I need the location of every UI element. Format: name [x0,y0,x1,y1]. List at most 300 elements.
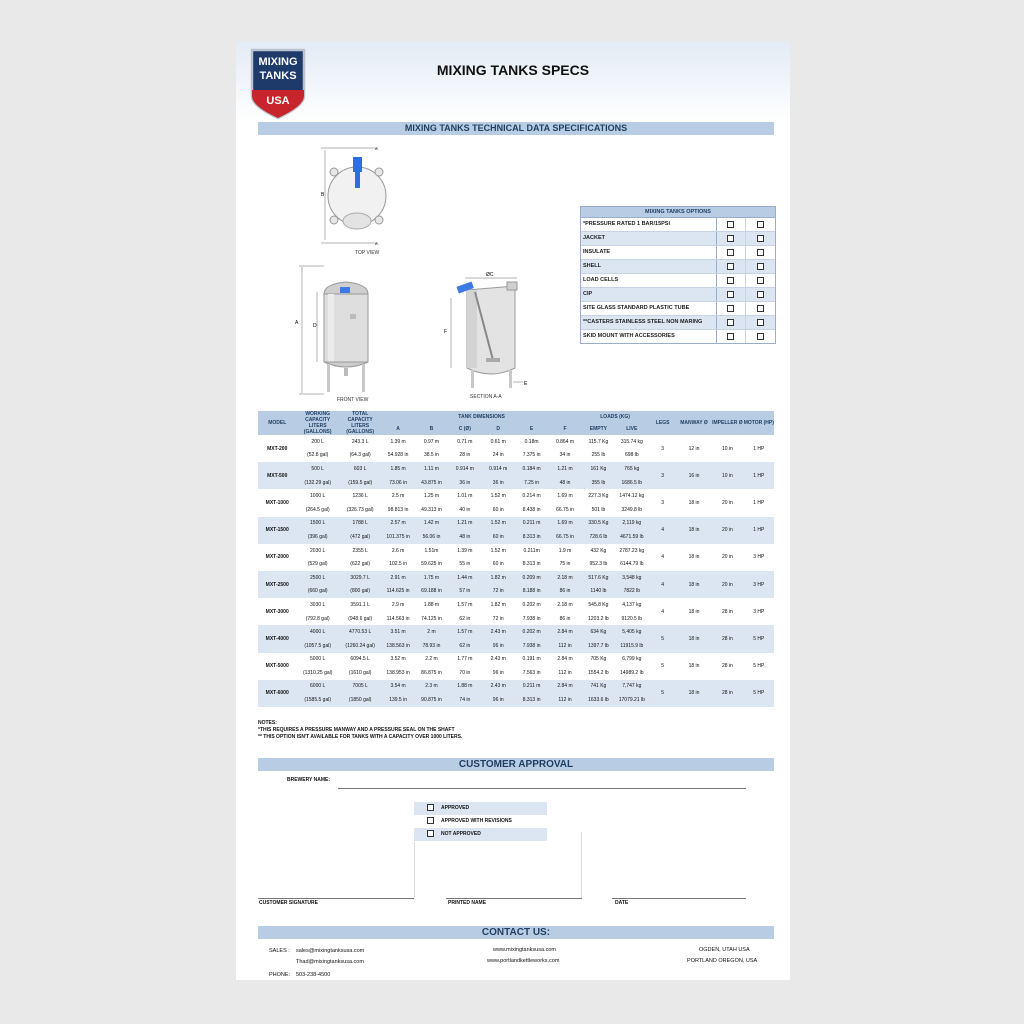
col-d: D [482,423,515,435]
f-cell: 1.21 m [548,462,581,476]
c-cell: 55 in [459,561,471,568]
b-cell: 56.06 in [415,530,448,544]
manway-cell: 18 in [688,499,700,506]
option-checkbox[interactable] [757,249,764,256]
b-cell: 1.42 m [415,517,448,531]
impeller-cell: 28 in [711,680,743,707]
sales-email-link[interactable]: sales@mixingtanksusa.com [296,948,365,954]
model-cell: MXT-500 [258,462,296,489]
total-cell: (64.3 gal) [349,452,371,459]
not-approved-checkbox[interactable] [427,830,434,837]
d-cell: 1.52 m [490,493,506,500]
spec-row-mxt-1000 [258,489,774,516]
f-cell: 66.75 in [556,506,574,513]
manway-cell: 18 in [688,554,700,561]
f-cell: 1.69 m [548,517,581,531]
b-cell: 1.75 m [415,571,448,585]
page-title: MIXING TANKS SPECS [436,62,590,78]
option-checkbox[interactable] [757,263,764,270]
option-checkbox[interactable] [757,305,764,312]
divider [581,832,582,898]
option-checkbox[interactable] [727,263,734,270]
f-cell: 2.84 m [557,656,573,663]
total-cell: (1850 gal) [339,693,381,707]
motor-cell: 3 HP [744,571,774,598]
motor-cell: 5 HP [744,625,774,652]
d-cell: 36 in [482,476,515,490]
date-field[interactable] [612,898,746,899]
total-cell: (472 gal) [339,530,381,544]
svg-text:TANKS: TANKS [259,70,297,82]
f-cell: 66.75 in [548,530,581,544]
b-cell: 0.97 m [423,438,440,445]
manway-cell: 18 in [677,517,711,544]
live-cell: 17079.21 lb [615,693,648,707]
d-cell: 96 in [482,693,515,707]
spec-row-mxt-5000 [258,653,774,680]
empty-cell: 741 Kg [582,680,615,694]
c-cell: 74 in [448,693,481,707]
table-row [258,653,774,667]
a-cell: 2.9 m [391,601,405,608]
legs-cell: 4 [661,608,665,615]
f-cell: 2.18 m [548,571,581,585]
c-cell: 1.57 m [457,601,473,608]
impeller-cell: 20 in [721,554,733,561]
working-cell: (529 gal) [307,561,328,568]
e-cell: 7.938 in [522,615,541,622]
b-cell: 90.875 in [415,693,448,707]
c-cell: 1.88 m [448,680,481,694]
option-row [581,246,775,260]
f-cell: 34 in [559,452,571,459]
total-cell: 6094.5 L [350,656,370,663]
col-a: A [381,423,414,435]
svg-text:A: A [375,241,378,246]
legs-cell: 4 [649,571,677,598]
d-cell: 2.43 m [490,656,506,663]
total-cell: (1260.24 gal) [339,639,381,653]
d-cell: 60 in [482,530,515,544]
b-cell: 1.11 m [415,462,448,476]
spec-row-mxt-6000 [258,680,774,707]
a-cell: 54.928 in [387,452,409,459]
e-cell: 0.209 m [515,571,548,585]
option-label: SHELL [581,260,717,273]
empty-cell: 634 Kg [582,625,615,639]
legs-cell: 5 [649,625,677,652]
option-label: INSULATE [581,246,717,259]
option-checkbox[interactable] [757,291,764,298]
model-cell: MXT-4000 [258,625,296,652]
e-cell: 7.375 in [522,452,541,459]
option-label: *PRESSURE RATED 1 BAR/15PSI [581,218,717,231]
phone-label: PHONE: [269,972,291,978]
b-cell: 49.313 in [421,506,442,513]
b-cell: 86.875 in [421,669,442,676]
live-cell: 2,119 kg [615,517,648,531]
option-label: LOAD CELLS [581,274,717,287]
total-cell: (326.73 gal) [346,506,374,513]
svg-text:B: B [321,192,325,198]
total-cell: (948.6 gal) [348,615,373,622]
note-line: ** THIS OPTION ISN'T AVAILABLE FOR TANKS WITH A CAPACITY OVER 1000 LITERS. [258,734,463,740]
divider [414,842,415,898]
empty-cell: 728.6 lb [582,530,615,544]
spec-row-mxt-500 [258,462,774,489]
c-cell: 1.01 m [457,493,473,500]
option-checkbox[interactable] [727,277,734,284]
working-cell: 6000 L [296,680,338,694]
col-model: MODEL [258,411,296,435]
b-cell: 1.51m [424,547,439,554]
contact-us-heading: CONTACT US: [258,926,774,939]
spec-row-mxt-1500 [258,517,774,544]
e-cell: 0.202 m [522,601,541,608]
col-loads: LOADS (KG) [582,411,649,423]
a-cell: 114.625 in [381,585,414,599]
manway-cell: 18 in [677,571,711,598]
header-gradient [236,42,790,122]
impeller-cell: 20 in [711,517,743,544]
live-cell: 7,747 kg [615,680,648,694]
option-checkbox[interactable] [727,291,734,298]
option-row [581,218,775,232]
col-e: E [515,423,548,435]
notes [258,719,462,741]
b-cell: 2.2 m [425,656,438,663]
f-cell: 2.18 m [557,601,573,608]
option-row [581,330,775,343]
option-checkbox[interactable] [727,319,734,326]
col-impeller: IMPELLER Ø [711,411,743,435]
e-cell: 0.214 m [522,493,541,500]
c-cell: 1.77 m [457,656,473,663]
brewery-name-field[interactable] [338,788,746,789]
printed-name-field[interactable] [446,898,582,899]
motor-cell: 1 HP [753,499,765,506]
approved-with-revisions-option[interactable] [414,815,547,828]
option-checkbox[interactable] [757,319,764,326]
top-view-caption: TOP VIEW [355,250,380,256]
approved-with-revisions-checkbox[interactable] [427,817,434,824]
front-view-drawing [294,264,384,398]
b-cell: 2.3 m [415,680,448,694]
a-cell: 1.85 m [381,462,414,476]
e-cell: 7.563 in [522,669,541,676]
f-cell: 112 in [548,693,581,707]
b-cell: 69.188 in [415,585,448,599]
option-label: **CASTERS STAINLESS STEEL NON MARING [581,316,717,329]
spec-sheet-page [236,42,790,980]
mixing-tanks-usa-logo [248,46,308,120]
manway-cell: 18 in [677,625,711,652]
website-link-portlandkettleworks[interactable]: www.portlandkettleworks.com [487,958,560,964]
option-checkbox[interactable] [727,305,734,312]
e-cell: 8.313 in [515,693,548,707]
col-working-capacity: WORKING CAPACITY LITERS (GALLONS) [296,411,338,435]
empty-cell: 330.5 Kg [582,517,615,531]
e-cell: 8.188 in [515,585,548,599]
table-row [258,571,774,585]
option-checkbox[interactable] [757,277,764,284]
empty-cell: 501 lb [591,506,606,513]
total-cell: (1610 gal) [348,669,372,676]
e-cell: 0.202 m [515,625,548,639]
model-cell: MXT-6000 [258,680,296,707]
option-label: CIP [581,288,717,301]
option-row [581,274,775,288]
impeller-cell: 10 in [721,445,733,452]
total-cell: 4770.53 L [339,625,381,639]
f-cell: 2.84 m [548,625,581,639]
e-cell: 7.25 in [515,476,548,490]
total-cell: 3029.7 L [339,571,381,585]
spec-row-mxt-2000 [258,544,774,571]
location-portland: PORTLAND OREGON, USA [687,958,758,964]
model-cell: MXT-5000 [265,663,289,670]
table-row [258,517,774,531]
table-row [258,625,774,639]
option-checkbox[interactable] [727,235,734,242]
spec-row-mxt-200 [258,435,774,462]
b-cell: 43.875 in [415,476,448,490]
legs-cell: 4 [661,554,665,561]
f-cell: 48 in [548,476,581,490]
empty-cell: 1203.2 lb [588,615,609,622]
total-cell: 1788 L [339,517,381,531]
legs-cell: 5 [649,680,677,707]
working-cell: 2030 L [310,547,326,554]
motor-cell: 3 HP [753,608,765,615]
working-cell: (132.29 gal) [296,476,338,490]
c-cell: 62 in [448,639,481,653]
impeller-cell: 20 in [721,499,733,506]
svg-text:F: F [444,329,448,335]
option-label: SITE GLASS STANDARD PLASTIC TUBE [581,302,717,315]
date-label: DATE [615,900,629,906]
f-cell: 0.864 m [555,438,575,445]
working-cell: 1500 L [296,517,338,531]
working-cell: (1057.5 gal) [296,639,338,653]
technical-specs-heading: MIXING TANKS TECHNICAL DATA SPECIFICATIONS [258,122,774,135]
manway-cell: 16 in [677,462,711,489]
option-checkbox[interactable] [757,333,764,340]
d-cell: 1.82 m [482,571,515,585]
manway-cell: 18 in [677,680,711,707]
customer-signature-field[interactable] [258,898,414,899]
d-cell: 1.82 m [490,601,506,608]
d-cell: 60 in [492,506,504,513]
section-view-drawing [431,268,531,394]
a-cell: 3.52 m [390,656,406,663]
empty-cell: 1397.7 lb [582,639,615,653]
customer-approval-heading: CUSTOMER APPROVAL [258,758,774,771]
option-checkbox[interactable] [757,235,764,242]
a-cell: 2.91 m [381,571,414,585]
section-view-caption: SECTION A-A [470,394,502,400]
live-cell: 4671.59 lb [615,530,648,544]
e-cell: 0.184 m [515,462,548,476]
note-line: *THIS REQUIRES A PRESSURE MANWAY AND A PRESSURE SEAL ON THE SHAFT [258,727,455,733]
spec-row-mxt-4000 [258,625,774,652]
impeller-cell: 28 in [721,608,733,615]
front-view-caption: FRONT VIEW [337,397,369,403]
option-row [581,232,775,246]
c-cell: 36 in [448,476,481,490]
col-legs: LEGS [649,411,677,435]
location-ogden: OGDEN, UTAH USA [699,947,750,953]
total-cell: 2355 L [352,547,368,554]
empty-cell: 545.8 Kg [588,601,609,608]
working-cell: 3030 L [310,601,326,608]
f-cell: 2.84 m [548,680,581,694]
website-link-mixingtanksusa[interactable]: www.mixingtanksusa.com [493,947,556,953]
b-cell: 74.125 in [421,615,442,622]
a-cell: 114.563 in [386,615,410,622]
f-cell: 112 in [558,669,572,676]
working-cell: 5000 L [310,656,326,663]
f-cell: 86 in [559,615,571,622]
model-cell: MXT-2000 [265,554,289,561]
manway-cell: 18 in [688,663,700,670]
d-cell: 0.61 m [490,438,506,445]
option-checkbox[interactable] [757,221,764,228]
top-view-drawing [316,144,396,254]
live-cell: 315.74 kg [620,438,643,445]
impeller-cell: 10 in [711,462,743,489]
live-cell: 3,548 kg [615,571,648,585]
option-checkbox[interactable] [727,333,734,340]
d-cell: 96 in [492,669,504,676]
c-cell: 40 in [459,506,471,513]
total-cell: 243.3 L [351,438,369,445]
empty-cell: 227.3 Kg [588,493,609,500]
table-row [258,489,774,503]
manway-cell: 12 in [688,445,700,452]
col-b: B [415,423,448,435]
svg-text:A: A [295,320,299,326]
f-cell: 75 in [559,561,571,568]
svg-text:D: D [313,323,317,329]
f-cell: 1.9 m [558,547,572,554]
e-cell: 0.211 m [515,680,548,694]
d-cell: 24 in [492,452,504,459]
motor-cell: 5 HP [753,663,765,670]
d-cell: 1.52 m [490,547,506,554]
option-row [581,288,775,302]
col-live: LIVE [615,423,648,435]
empty-cell: 517.6 Kg [582,571,615,585]
approved-checkbox[interactable] [427,804,434,811]
motor-cell: 5 HP [744,680,774,707]
option-row [581,316,775,330]
table-row [258,462,774,476]
c-cell: 28 in [459,452,471,459]
options-title: MIXING TANKS OPTIONS [581,207,775,218]
impeller-cell: 28 in [711,625,743,652]
total-cell: (159.5 gal) [339,476,381,490]
c-cell: 1.57 m [448,625,481,639]
live-cell: 7822 lb [615,585,648,599]
b-cell: 78.93 in [415,639,448,653]
total-cell: 1236 L [352,493,368,500]
d-cell: 60 in [492,561,504,568]
motor-cell: 3 HP [753,554,765,561]
printed-name-label: PRINTED NAME [448,900,487,906]
e-cell: 0.211m [523,547,540,554]
empty-cell: 1554.2 lb [588,669,609,676]
empty-cell: 952.3 lb [589,561,608,568]
working-cell: (1310.25 gal) [302,669,333,676]
live-cell: 6,799 kg [622,656,642,663]
working-cell: 2500 L [296,571,338,585]
thad-email-link[interactable]: Thad@mixingtanksusa.com [296,959,364,965]
c-cell: 48 in [448,530,481,544]
c-cell: 0.71 m [457,438,473,445]
not-approved-option[interactable] [414,828,547,841]
empty-cell: 355 lb [582,476,615,490]
option-checkbox[interactable] [727,221,734,228]
approved-with-revisions-label: APPROVED WITH REVISIONS [441,818,512,824]
c-cell: 1.39 m [457,547,473,554]
e-cell: 0.211 m [515,517,548,531]
f-cell: 86 in [548,585,581,599]
a-cell: 102.5 in [389,561,407,568]
approved-option[interactable] [414,802,547,815]
option-row [581,260,775,274]
model-cell: MXT-1500 [258,517,296,544]
customer-signature-label: CUSTOMER SIGNATURE [259,900,318,906]
e-cell: 8.313 in [515,530,548,544]
a-cell: 2.6 m [391,547,405,554]
f-cell: 112 in [548,639,581,653]
working-cell: (1585.5 gal) [296,693,338,707]
col-f: F [548,423,581,435]
b-cell: 1.25 m [423,493,440,500]
option-label: SKID MOUNT WITH ACCESSORIES [581,330,717,343]
c-cell: 70 in [459,669,471,676]
option-checkbox[interactable] [727,249,734,256]
live-cell: 698 lb [624,452,639,459]
a-cell: 101.375 in [381,530,414,544]
a-cell: 2.57 m [381,517,414,531]
not-approved-label: NOT APPROVED [441,831,481,837]
legs-cell: 5 [661,663,665,670]
total-cell: (800 gal) [339,585,381,599]
total-cell: 7005 L [339,680,381,694]
d-cell: 2.43 m [482,680,515,694]
a-cell: 3.54 m [381,680,414,694]
working-cell: 500 L [296,462,338,476]
live-cell: 1474.12 kg [619,493,645,500]
working-cell: 1000 L [310,493,326,500]
col-motor: MOTOR (HP) [744,411,774,435]
working-cell: 4000 L [296,625,338,639]
sales-label: SALES : [269,948,290,954]
spec-row-mxt-2500 [258,571,774,598]
motor-cell: 1 HP [744,517,774,544]
legs-cell: 3 [661,445,665,452]
live-cell: 765 kg [615,462,648,476]
working-cell: 200 L [311,438,324,445]
empty-cell: 432 Kg [590,547,607,554]
phone-number: 503-238-4500 [296,972,331,978]
model-cell: MXT-1000 [265,499,289,506]
brewery-name-label: BREWERY NAME: [287,777,331,783]
e-cell: 7.938 in [515,639,548,653]
live-cell: 6144.79 lb [620,561,644,568]
